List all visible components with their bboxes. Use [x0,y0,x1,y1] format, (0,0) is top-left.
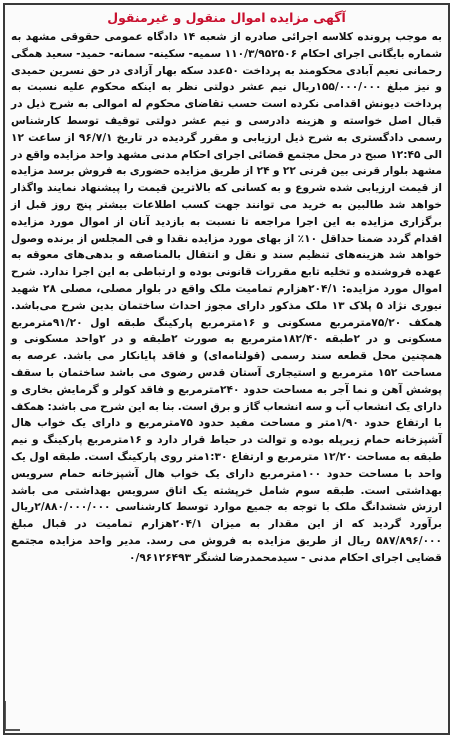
corner-mark [4,701,20,731]
notice-body: به موجب پرونده کلاسه اجرائی صادره از شعبه ۱۴ دادگاه عمومی حقوقی مشهد به شماره بایگانی اجرای احکام ۱۱۰/۳/۹۵۲۵۰۶ سمیه- سکینه- سمانه- حمید- سعید همگی رحمانی نعیم آبادی محکومند به پرداخت ۵۰عدد سکه بهار آزادی در حق نسرین حمیدی و نیز مبلغ ۱۵۵/۰۰۰/۰۰۰ریال نیم عشر دولتی نظر به اینکه محکوم علیه نسبت به پرداخت دیونش اقدامی نکرده است حسب تقاضای محکوم له اموالی به شرح ذیل در قبال اصل خواسته و هزینه دادرسی و نیم عشر دولتی توقیف توسط کارشناس رسمی دادگستری به شرح ذیل ارزیابی و مقرر گردیده در تاریخ ۹۶/۷/۱ از ساعت ۱۲ الی ۱۲:۴۵ صبح در محل مجتمع قضائی اجرای احکام مدنی مشهد واحد مزایده واقع در مشهد بلوار قرنی بین قرنی ۲۲ و ۲۴ از طریق مزایده حضوری به فروش برسد مزایده از قیمت ارزیابی شده شروع و به کسانی که بالاترین قیمت را پیشنهاد نمایند واگذار خواهد شد طالبین به خرید می توانند جهت کسب اطلاعات بیشتر پنج روز قبل از برگزاری مزایده به این اجرا مراجعه تا نسبت به بازدید آنان از اموال مورد مزایده اقدام گردد ضمنا حداقل ۱۰٪ از بهای مورد مزایده نقدا و فی المجلس از برنده وصول خواهد شد هزینه‌های تنظیم سند و نقل و انتقال بالمناصفه و بدهی‌های معوقه به عهده فروشنده و تخلیه تابع مقررات قانونی بوده و ارتباطی به این اجرا ندارد. شرح اموال مورد مزایده: ۲۰۴/۱هزارم تمامیت ملک واقع در بلوار مصلی، مصلی ۲۸ شهید نیوری نژاد ۵ پلاک ۱۳ ملک مذکور دارای مجوز احداث ساختمان بدین شرح می‌باشد. همکف ۷۵/۲۰مترمربع مسکونی و ۱۶مترمربع پارکینگ طبقه اول ۹۱/۲۰مترمربع مسکونی و در ۲طبقه ۱۸۲/۴۰مترمربع به صورت ۲طبقه و در ۲واحد مسکونی و همچنین محل قطعه سند رسمی (قولنامه‌ای) و فاقد پایانکار می باشد. عرصه به مساحت ۱۵۲ مترمربع و استیجاری آستان قدس رضوی می باشد ساختمان با سقف پوشش آهن و نما آجر به مساحت حدود ۲۴۰مترمربع و فاقد کولر و گرمایش بخاری و دارای یک انشعاب آب و سه انشعاب گاز و برق است. بنا به این شرح می باشد: همکف با ارتفاع حدود ۱/۹۰متر و مساحت مفید حدود ۷۵مترمربع و دارای یک خواب هال آشپزخانه حمام زیرپله بوده و توالت در حیاط قرار دارد و ۱۶مترمربع پارکینگ و نیم طبقه به مساحت ۱۲/۲۰ مترمربع و ارتفاع ۱:۳۰متر روی پارکینگ است. طبقه اول یک واحد با مساحت حدود ۱۰۰مترمربع دارای یک خواب هال آشپزخانه حمام سرویس بهداشتی است. طبقه سوم شامل خرپشته یک اتاق سرویس بهداشتی می باشد ارزش ششدانگ ملک با توجه به جمیع موارد توسط کارشناسی ۲/۸۸۰/۰۰۰/۰۰۰ریال برآورد گردید که از این مقدار به میزان ۲۰۴/۱هزارم تمامیت در قبال مبلغ ۵۸۷/۸۹۶/۰۰۰ ریال از طریق مزایده به فروش می رسد. مدیر واحد مزایده مجتمع قضایی اجرای احکام مدنی - سیدمحمدرضا لشنگر ۰/۹۶۱۲۶۴۹۳ [11,31,443,564]
auction-notice [3,3,450,735]
notice-title: آگهی مزایده اموال منقول و غیرمنقول [107,10,346,25]
